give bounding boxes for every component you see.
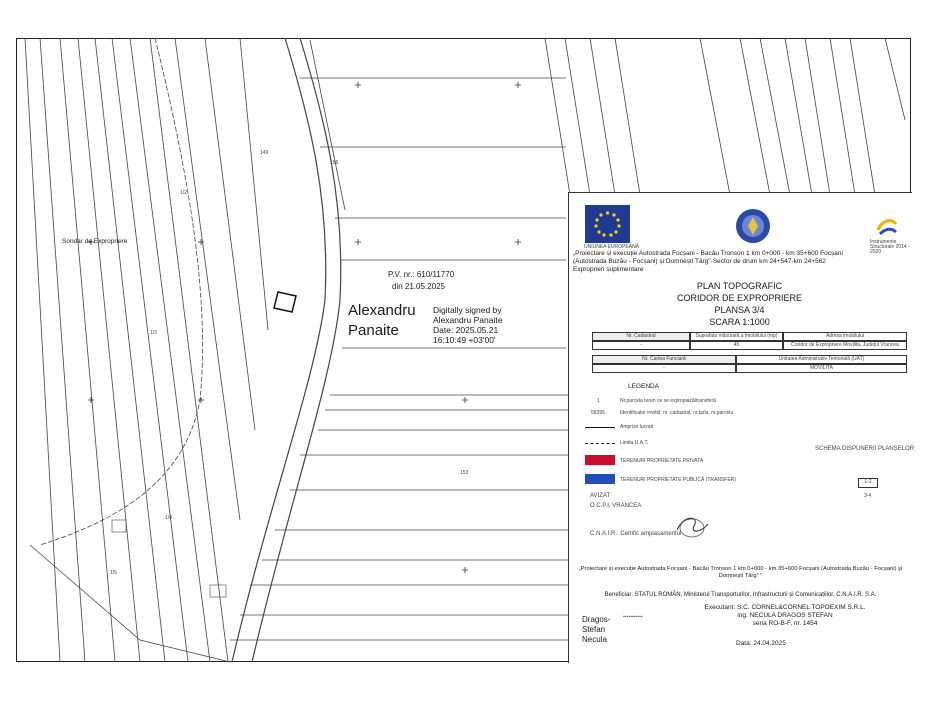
- plot-label: 1/3: [150, 330, 157, 336]
- legend-symbol: 58395: [591, 410, 605, 416]
- legend-item: Amprize lucrari: [620, 424, 654, 430]
- legend-item: Limita U.A.T.: [620, 440, 649, 446]
- plan-heading: PLAN TOPOGRAFIC CORIDOR DE EXPROPRIERE PLANSA 3/4 SCARA 1:1000: [676, 281, 803, 327]
- right-logo-caption: Instrumente Structurale 2014 - 2020: [870, 239, 910, 255]
- scheme-label: SCHEMA DISPUNERII PLANȘELOR: [815, 446, 915, 452]
- beneficiar: Beneficiar: STATUL ROMÂN, Ministerul Transporturilor, Infrastructurii și Comunicațiilor, C.N.A.I.R. S.A.: [604, 592, 877, 598]
- signature-details: ▪▪▪▪▪▪▪▪▪▪▪: [623, 614, 643, 620]
- stamp-signature-icon: [672, 510, 712, 542]
- table-header: Adresa imobilului: [783, 332, 907, 341]
- pv-number: P.V. nr.: 610/11770: [388, 270, 455, 279]
- ocpi-label: O.C.P.I. VRANCEA: [590, 503, 642, 509]
- scheme-box: 1-2: [858, 478, 878, 488]
- legend-item: TERENURI PROPRIETATE PRIVATA: [620, 458, 704, 464]
- legend-line-uat: [585, 443, 615, 444]
- table-cell: 45: [690, 341, 783, 350]
- legend-item: Nr.parcela teren ce se expropiază/transferă: [620, 398, 716, 404]
- structural-funds-logo-icon: [876, 214, 898, 236]
- footer-project: „Proiectare și execuție Autostrada Focșani - Bacău Tronson 1 km 0+000 - km 35+600 Focșani (Autostrada Buzău - Focșani) și Domnești Târg" ": [578, 566, 903, 579]
- legend-title: LEGENDA: [628, 383, 660, 390]
- signer-name: Panaite: [348, 322, 399, 339]
- plot-label: 156: [330, 160, 339, 166]
- government-seal-icon: [735, 208, 771, 244]
- table-cell: -: [592, 341, 690, 350]
- engineer-signature: Dragos- Stefan Necula: [582, 615, 611, 644]
- plot-label: 153: [460, 470, 469, 476]
- document-date: Data: 24.04.2025: [736, 640, 786, 647]
- legend-item: Identificator imobil: nr. cadastral, nr.tarla, nr.parcela: [620, 410, 734, 416]
- plot-label: 1/4: [165, 515, 172, 521]
- table-header: Unitatea Administrativ Teritorială (UAT): [736, 355, 907, 364]
- scheme-sub: 3-4: [864, 493, 872, 499]
- legend-swatch-public: [585, 474, 615, 484]
- executant-info: Executant: S.C. CORNEL&CORNEL TOPOEXIM S.R.L. ing. NECULA DRAGOS STEFAN seria RO-B-F, nr. 1454: [704, 604, 866, 627]
- legend-item: TERENURI PROPRIETATE PUBLICĂ (TRANSFER): [620, 477, 736, 483]
- pv-date: din 21.05.2025: [392, 282, 445, 291]
- legend-swatch-private: [585, 455, 615, 465]
- legend-symbol: 1: [597, 398, 600, 404]
- cnair-label: C.N.A.I.R.: Certific amplasamentul: [590, 531, 682, 537]
- plot-label: 1/5: [110, 570, 117, 576]
- plot-label: 1/2: [180, 190, 187, 196]
- table-header: Nr. Cadastral: [592, 332, 690, 341]
- eu-flag-icon: [585, 205, 630, 243]
- table-header: Suprafața măsurată a imobilului (mp): [690, 332, 783, 341]
- subtitle: Exproprieri suplimentare: [573, 266, 644, 273]
- table-cell: Coridor de Expropriere Movilita, Județul Vrancea: [783, 341, 907, 350]
- digital-signature-info: Digitally signed by Alexandru Panaite Date: 2025.05.21 16:10:49 +03'00': [433, 305, 503, 345]
- legend-line-works: [585, 427, 615, 428]
- zone-label: Sondar de Expropriere: [62, 238, 128, 245]
- plot-label: 149: [260, 150, 269, 156]
- table-cell: MOVILITA: [736, 364, 907, 373]
- signer-name: Alexandru: [348, 302, 416, 319]
- avizat-label: AVIZAT: [590, 493, 611, 499]
- eu-logo-caption: UNIUNEA EUROPEANĂ: [584, 244, 640, 250]
- table-cell: -: [592, 364, 736, 373]
- project-title: „Proiectare și execuție Autostrada Focșani - Bacău Tronson 1 km 0+000 - km 35+600 Focșani (Autostrada Buzău - Focșani) și Domnești Târg"-Sector de drum km 24+547-km 24+562: [573, 250, 843, 265]
- table-header: Nr. Cartea Funciară: [592, 355, 736, 364]
